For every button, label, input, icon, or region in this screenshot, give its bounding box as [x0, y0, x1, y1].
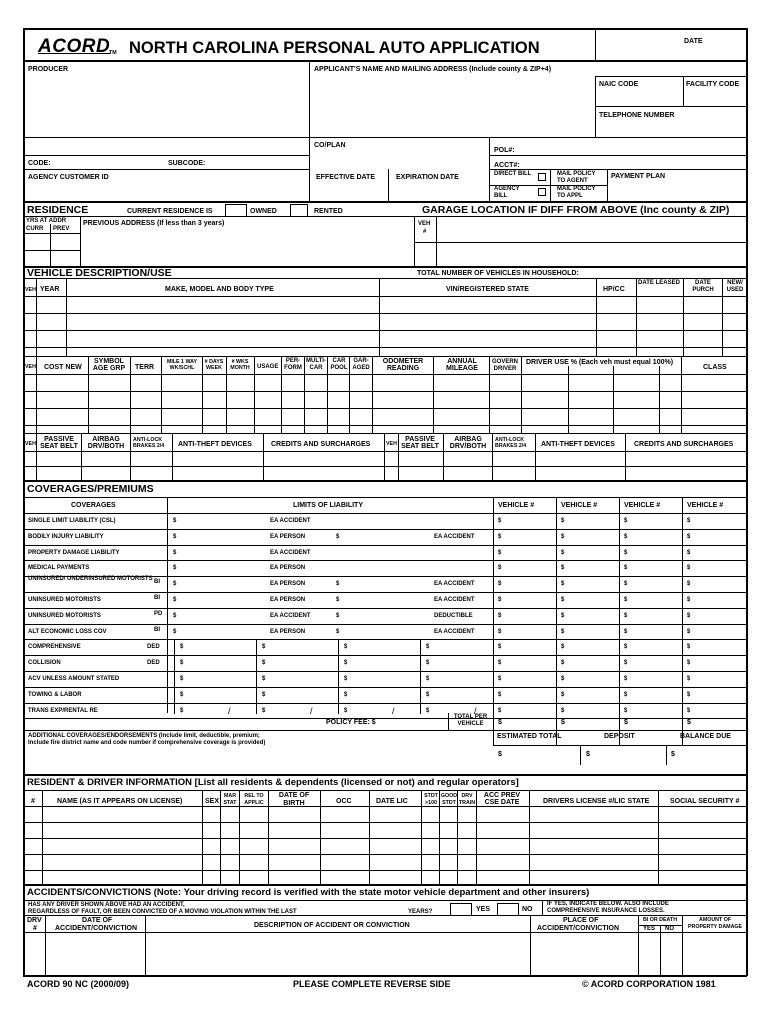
mail-policy-appl-label: MAIL POLICY TO APPL [557, 186, 596, 199]
agency-customer-id-label: AGENCY CUSTOMER ID [28, 174, 109, 181]
date-input[interactable] [600, 46, 744, 60]
limit-dollar: $ [173, 597, 177, 603]
if-yes-note: IF YES, INDICATE BELOW. ALSO INCLUDE [547, 901, 669, 907]
vehicle3-premium-dollar: $ [624, 597, 628, 603]
limit-label-a: EA ACCIDENT [270, 612, 311, 619]
vehicle2-premium-dollar-2: $ [561, 676, 565, 682]
applicant-label: APPLICANT'S NAME AND MAILING ADDRESS (Include county & ZIP+4) [314, 66, 552, 73]
limit-label-b: EA ACCIDENT [434, 581, 475, 588]
vehicle1-premium-dollar: $ [498, 518, 502, 524]
coverage-name-2: COMPREHENSIVE [28, 644, 81, 651]
mail-policy-agent-label: MAIL POLICY TO AGENT [557, 171, 596, 184]
coverage-name: UNINSURED/ UNDERINSURED MOTORISTS [28, 576, 153, 583]
stdt-100-col-header: STDT >100 [424, 793, 438, 806]
govern-driver-col-header: GOVERN DRIVER [491, 359, 518, 372]
deductible3-dollar: $ [344, 676, 348, 682]
coverage-row-line [23, 608, 747, 609]
vehicle4-premium-dollar: $ [687, 565, 691, 572]
deposit-label: DEPOSIT [604, 733, 635, 740]
vehicle-description-title: VEHICLE DESCRIPTION/USE [27, 267, 172, 279]
hpcc-col-header: HP/CC [603, 286, 625, 293]
bi-yes-col-header: YES [643, 926, 656, 932]
producer-label: PRODUCER [28, 66, 69, 73]
deductible3-dollar: $ [344, 691, 348, 698]
veh-col-header-3: VEH [25, 441, 36, 447]
vehicle2-premium-dollar: $ [561, 565, 565, 572]
garaged-col-header: GAR- AGED [352, 358, 370, 371]
naic-code-label: NAIC CODE [599, 81, 639, 88]
credits-col-header: CREDITS AND SURCHARGES [271, 441, 371, 448]
previous-address-label: PREVIOUS ADDRESS (If less than 3 years) [83, 220, 225, 227]
vehicle3-premium-dollar-2: $ [624, 691, 628, 698]
driver-use-col-header: DRIVER USE % (Each veh must equal 100%) [526, 359, 674, 366]
vehicle2-premium-dollar: $ [561, 533, 565, 540]
car-pool-col-header: CAR POOL [330, 358, 348, 371]
passive-seatbelt-col-header-2: PASSIVE SEAT BELT [401, 436, 439, 450]
balance-due-dollar: $ [671, 751, 675, 758]
deductible4-dollar: $ [426, 691, 430, 698]
vehicle4-premium-dollar-2: $ [687, 676, 691, 682]
deductible4-dollar: $ [426, 644, 430, 651]
accident-no-label: NO [522, 906, 533, 913]
deductible1-dollar: $ [180, 660, 184, 667]
mar-stat-col-header: MAR STAT [223, 793, 237, 806]
vehicle1-premium-dollar: $ [498, 612, 502, 619]
acc-hash-col-header: # [33, 925, 37, 932]
vehicle1-premium-dollar-2: $ [498, 644, 502, 651]
acct-label: ACCT#: [494, 162, 520, 169]
acc-place-conviction-col-header: ACCIDENT/CONVICTION [537, 925, 620, 932]
complete-reverse-label: PLEASE COMPLETE REVERSE SIDE [293, 979, 451, 989]
vehicle4-premium-dollar-2: $ [687, 660, 691, 667]
limit-label-b: DEDUCTIBLE [434, 612, 473, 619]
make-model-col-header: MAKE, MODEL AND BODY TYPE [165, 286, 274, 293]
coverage-name: UNINSURED MOTORISTS [28, 597, 101, 603]
vehicle2-premium-dollar: $ [561, 581, 565, 588]
deductible1-dollar: $ [180, 691, 184, 698]
limit-dollar-b: $ [336, 612, 340, 619]
driver-info-title: RESIDENT & DRIVER INFORMATION [List all residents & dependents (licensed or not) and regular operators] [27, 777, 519, 788]
deductible1-dollar: $ [180, 676, 184, 682]
deductible4-dollar: $ [426, 660, 430, 667]
limit-dollar-b: $ [336, 533, 340, 540]
coverage-row-line [23, 718, 747, 719]
deductible1-slash: / [228, 705, 231, 716]
coverage-tag: PD [154, 610, 163, 617]
vehicle2-premium-dollar: $ [561, 628, 565, 635]
form-title: NORTH CAROLINA PERSONAL AUTO APPLICATION [129, 39, 540, 57]
class-col-header: CLASS [703, 364, 727, 371]
direct-bill-label: DIRECT BILL [494, 171, 532, 177]
amount-of-col-header: AMOUNT OF [699, 917, 732, 923]
vehicle1-premium-dollar-2: $ [498, 660, 502, 667]
coverage-row-line [23, 703, 747, 704]
vehicle2-premium-dollar-2: $ [561, 644, 565, 651]
copyright: © ACORD CORPORATION 1981 [582, 979, 716, 989]
coplan-label: CO/PLAN [314, 142, 346, 149]
deductible2-dollar: $ [262, 707, 266, 714]
coverages-title: COVERAGES/PREMIUMS [27, 483, 154, 495]
mile-one-way-col-header: MILE 1 WAY WK/SCHL [166, 359, 198, 371]
coverage-tag-2: DED [147, 644, 160, 651]
limit-label-a: EA PERSON [270, 597, 306, 603]
acc-date-of-col-header: DATE OF [82, 917, 113, 924]
vehicle4-premium-dollar-2: $ [687, 644, 691, 651]
limit-dollar: $ [173, 628, 177, 635]
limit-dollar: $ [173, 549, 177, 556]
acord-logo: ACORD [38, 36, 111, 57]
dob-col-header: DATE OF BIRTH [278, 792, 310, 807]
sex-col-header: SEX [205, 798, 220, 805]
coverage-row-line [23, 545, 747, 546]
vehicle1-premium-dollar: $ [498, 581, 502, 588]
deductible3-dollar: $ [344, 644, 348, 651]
vehicle1-premium-dollar: $ [498, 628, 502, 635]
garage-veh-label: VEH [418, 221, 431, 227]
garage-location-title: GARAGE LOCATION IF DIFF FROM ABOVE (Inc county & ZIP) [422, 204, 730, 216]
acc-prev-col-header: ACC PREV CSE DATE [483, 792, 521, 806]
deductible1-dollar: $ [180, 644, 184, 651]
coverage-name-2: TOWING & LABOR [28, 691, 82, 698]
balance-due-label: BALANCE DUE [680, 733, 731, 740]
vehicle1-premium-dollar-2: $ [498, 707, 502, 714]
prev-label: PREV [53, 226, 70, 232]
deductible-col-line [338, 639, 339, 714]
total-vehicles-label: TOTAL NUMBER OF VEHICLES IN HOUSEHOLD: [417, 270, 579, 277]
deductible3-slash: / [392, 705, 395, 716]
producer-input[interactable] [27, 76, 309, 142]
coverage-name-2: TRANS EXP/RENTAL RE [28, 707, 98, 714]
form-id: ACORD 90 NC (2000/09) [27, 979, 130, 989]
deductible-col-line [420, 639, 421, 714]
facility-code-label: FACILITY CODE [686, 81, 740, 88]
deductible2-dollar: $ [262, 691, 266, 698]
vehicle3-premium-dollar-2: $ [624, 644, 628, 651]
agency-bill-label: AGENCY BILL [494, 186, 520, 199]
new-used-col-header: NEW/ USED [726, 280, 744, 293]
vehicle3-premium-dollar: $ [624, 581, 628, 588]
limit-label-a: EA PERSON [270, 581, 306, 588]
deposit-dollar: $ [586, 751, 590, 758]
owned-label: OWNED [250, 208, 277, 215]
payment-plan-label: PAYMENT PLAN [611, 173, 666, 180]
bi-no-col-header: NO [665, 926, 674, 932]
applicant-address-input[interactable] [313, 76, 595, 142]
good-stdt-col-header: GOOD STDT [440, 793, 458, 806]
coverage-row-line [23, 655, 747, 656]
vehicle2-premium-dollar-2: $ [561, 660, 565, 667]
coverage-row-line [23, 671, 747, 672]
curr-label: CURR [26, 226, 44, 232]
deductible1-dollar: $ [180, 707, 184, 714]
if-yes-note-2: COMPREHENSIVE INSURANCE LOSSES. [547, 908, 665, 914]
antilock-col-header: ANTI-LOCK BRAKES 2/4 [133, 437, 165, 449]
limit-dollar: $ [173, 581, 177, 588]
deductible4-slash: / [474, 705, 477, 716]
antilock-col-header-2: ANTI-LOCK BRAKES 2/4 [495, 437, 527, 449]
odometer-col-header: ODOMETER READING [382, 358, 424, 372]
accident-question: HAS ANY DRIVER SHOWN ABOVE HAD AN ACCIDENT, [28, 902, 185, 908]
coverage-tag: BI [154, 579, 160, 586]
residence-title: RESIDENCE [27, 204, 89, 216]
acc-description-col-header: DESCRIPTION OF ACCIDENT OR CONVICTION [254, 922, 410, 929]
vehicle3-premium-dollar: $ [624, 612, 628, 619]
pol-label: POL#: [494, 147, 515, 154]
bi-death-col-header: BI OR DEATH [643, 917, 678, 923]
coverage-row-line [23, 624, 747, 625]
deductible-col-line [174, 639, 175, 714]
airbag-col-header: AIRBAG DRV/BOTH [87, 436, 125, 450]
vehicle2-premium-dollar: $ [561, 597, 565, 603]
vehicle2-premium-dollar: $ [561, 612, 565, 619]
airbag-col-header-2: AIRBAG DRV/BOTH [449, 436, 487, 450]
total-v3-dollar: $ [624, 719, 628, 726]
direct-bill-checkbox[interactable] [538, 173, 546, 181]
expiration-date-label: EXPIRATION DATE [396, 174, 459, 181]
antitheft-col-header: ANTI-THEFT DEVICES [178, 441, 252, 448]
total-v2-dollar: $ [561, 719, 565, 726]
vehicle2-premium-dollar: $ [561, 518, 565, 524]
occ-col-header: OCC [336, 798, 352, 805]
accidents-title: ACCIDENTS/CONVICTIONS (Note: Your driving record is verified with the state motor vehicle department and other insurers) [27, 887, 590, 898]
limit-label-a: EA PERSON [270, 565, 306, 572]
driver-name-col-header: NAME (AS IT APPEARS ON LICENSE) [57, 798, 183, 805]
vehicle3-col-header: VEHICLE # [624, 502, 661, 509]
vehicle1-premium-dollar: $ [498, 597, 502, 603]
license-col-header: DRIVERS LICENSE #/LIC STATE [543, 798, 650, 805]
vehicle4-premium-dollar: $ [687, 628, 691, 635]
wks-month-col-header: # WKS MONTH [230, 359, 250, 371]
rel-applic-col-header: REL TO APPLIC [244, 793, 264, 806]
coverage-name: BODILY INJURY LIABILITY [28, 533, 104, 540]
vehicle4-premium-dollar: $ [687, 612, 691, 619]
deductible2-dollar: $ [262, 644, 266, 651]
vin-col-header: VIN/REGISTERED STATE [446, 286, 529, 293]
coverage-tag-2: DED [147, 660, 160, 667]
vehicle1-premium-dollar: $ [498, 533, 502, 540]
coverage-row-line [23, 592, 747, 593]
antitheft-col-header-2: ANTI-THEFT DEVICES [541, 441, 615, 448]
vehicle3-premium-dollar: $ [624, 565, 628, 572]
vehicle3-premium-dollar: $ [624, 628, 628, 635]
driver-num-col-header: # [31, 798, 35, 805]
vehicle2-premium-dollar-2: $ [561, 691, 565, 698]
deductible3-dollar: $ [344, 707, 348, 714]
veh-col-header-4: VEH [386, 441, 397, 447]
limit-label-b: EA ACCIDENT [434, 533, 475, 540]
vehicle1-premium-dollar-2: $ [498, 691, 502, 698]
limit-label-b: EA ACCIDENT [434, 597, 475, 603]
deductible2-dollar: $ [262, 660, 266, 667]
vehicle2-premium-dollar: $ [561, 549, 565, 556]
coverage-name: ALT ECONOMIC LOSS COV [28, 628, 107, 635]
vehicle4-premium-dollar: $ [687, 597, 691, 603]
limit-dollar: $ [173, 612, 177, 619]
drv-train-col-header: DRV TRAIN [458, 793, 476, 806]
estimated-total-label: ESTIMATED TOTAL [497, 733, 562, 740]
additional-coverages-note: Include fire district name and code number if comprehensive coverage is provided) [28, 740, 266, 746]
deductible2-dollar: $ [262, 676, 266, 682]
year-col-header: YEAR [40, 286, 60, 293]
accident-question-2: REGARDLESS OF FAULT, OR BEEN CONVICTED OF A MOVING VIOLATION WITHIN THE LAST [28, 909, 297, 915]
policy-fee-label: POLICY FEE: $ [326, 719, 376, 726]
vehicle3-premium-dollar: $ [624, 518, 628, 524]
accident-yes-label: YES [476, 906, 491, 913]
vehicle4-premium-dollar: $ [687, 518, 691, 524]
code-label: CODE: [28, 160, 51, 167]
years-label: YEARS? [408, 909, 433, 915]
usage-col-header: USAGE [257, 364, 279, 370]
deductible4-dollar: $ [426, 676, 430, 682]
property-damage-col-header: PROPERTY DAMAGE [688, 924, 743, 930]
yrs-at-addr-label: YRS AT ADDR [26, 218, 67, 224]
vehicle1-col-header: VEHICLE # [498, 502, 535, 509]
trademark-mark: TM [109, 50, 117, 56]
acc-conviction-col-header: ACCIDENT/CONVICTION [55, 925, 138, 932]
limit-label-b: EA ACCIDENT [434, 628, 475, 635]
effective-date-label: EFFECTIVE DATE [316, 174, 375, 181]
estimated-total-dollar: $ [498, 751, 502, 758]
telephone-label: TELEPHONE NUMBER [599, 112, 675, 119]
current-residence-label: CURRENT RESIDENCE IS [127, 208, 213, 215]
coverage-name: SINGLE LIMIT LIABILITY (CSL) [28, 518, 116, 524]
cost-new-col-header: COST NEW [44, 364, 82, 371]
coverage-name: PROPERTY DAMAGE LIABILITY [28, 549, 120, 556]
coverages-col-header: COVERAGES [71, 502, 116, 509]
terr-col-header: TERR [135, 364, 155, 371]
deductible3-dollar: $ [344, 660, 348, 667]
coverage-name: MEDICAL PAYMENTS [28, 565, 90, 572]
deductible4-dollar: $ [426, 707, 430, 714]
coverage-name-2: COLLISION [28, 660, 61, 667]
garage-veh-hash: # [423, 229, 427, 235]
vehicle4-premium-dollar: $ [687, 533, 691, 540]
deductible-col-line [256, 639, 257, 714]
rented-label: RENTED [314, 208, 343, 215]
veh-col-header-2: VEH [25, 364, 36, 370]
additional-coverages-label: ADDITIONAL COVERAGES/ENDORSEMENTS (Include limit, deductible, premium; [28, 733, 260, 739]
vehicle4-premium-dollar: $ [687, 549, 691, 556]
vehicle4-premium-dollar-2: $ [687, 691, 691, 698]
limit-label-a: EA ACCIDENT [270, 549, 311, 556]
limit-dollar: $ [173, 565, 177, 572]
coverage-row-line [23, 639, 747, 640]
multi-car-col-header: MULTI- CAR [306, 358, 326, 371]
vehicle3-premium-dollar-2: $ [624, 660, 628, 667]
symbol-age-col-header: SYMBOL AGE GRP [92, 358, 126, 372]
limit-dollar-b: $ [336, 581, 340, 588]
veh-col-header: VEH [25, 287, 36, 293]
coverage-tag: BI [154, 626, 160, 633]
acc-place-of-col-header: PLACE OF [563, 917, 599, 924]
acc-drv-col-header: DRV [27, 917, 42, 924]
limit-dollar-b: $ [336, 628, 340, 635]
total-per-vehicle-label: TOTAL PER VEHICLE [453, 714, 488, 727]
limit-dollar: $ [173, 533, 177, 540]
limits-col-header: LIMITS OF LIABILITY [293, 502, 363, 509]
agency-bill-checkbox[interactable] [538, 188, 546, 196]
deductible2-slash: / [310, 705, 313, 716]
coverage-name-2: ACV UNLESS AMOUNT STATED [28, 676, 120, 682]
coverage-row-line [23, 560, 747, 561]
subcode-label: SUBCODE: [168, 160, 206, 167]
vehicle1-premium-dollar: $ [498, 549, 502, 556]
coverage-row-line [23, 687, 747, 688]
total-v1-dollar: $ [498, 719, 502, 726]
limit-label-a: EA PERSON [270, 533, 306, 540]
perform-col-header: PER- FORM [284, 358, 302, 371]
vehicle3-premium-dollar: $ [624, 549, 628, 556]
date-label: DATE [684, 38, 703, 45]
coverage-tag: BI [154, 595, 160, 601]
days-week-col-header: # DAYS WEEK [204, 359, 224, 371]
coverage-name: UNINSURED MOTORISTS [28, 612, 101, 619]
credits-col-header-2: CREDITS AND SURCHARGES [634, 441, 734, 448]
passive-seatbelt-col-header: PASSIVE SEAT BELT [40, 436, 78, 450]
vehicle4-col-header: VEHICLE # [687, 502, 724, 509]
total-v4-dollar: $ [687, 719, 691, 726]
date-purch-col-header: DATE PURCH [692, 280, 714, 293]
vehicle4-premium-dollar: $ [687, 581, 691, 588]
ssn-col-header: SOCIAL SECURITY # [670, 798, 740, 805]
limit-label-a: EA ACCIDENT [270, 518, 311, 524]
vehicle4-premium-dollar-2: $ [687, 707, 691, 714]
vehicle3-premium-dollar: $ [624, 533, 628, 540]
vehicle2-col-header: VEHICLE # [561, 502, 598, 509]
vehicle1-premium-dollar-2: $ [498, 676, 502, 682]
date-lic-col-header: DATE LIC [376, 798, 408, 805]
limit-dollar: $ [173, 518, 177, 524]
limit-label-a: EA PERSON [270, 628, 306, 635]
limit-dollar-b: $ [336, 597, 340, 603]
vehicle2-premium-dollar-2: $ [561, 707, 565, 714]
vehicle3-premium-dollar-2: $ [624, 707, 628, 714]
vehicle3-premium-dollar-2: $ [624, 676, 628, 682]
coverage-row-line [23, 529, 747, 530]
vehicle1-premium-dollar: $ [498, 565, 502, 572]
date-leased-col-header: DATE LEASED [638, 280, 680, 286]
annual-mileage-col-header: ANNUAL MILEAGE [446, 358, 478, 372]
